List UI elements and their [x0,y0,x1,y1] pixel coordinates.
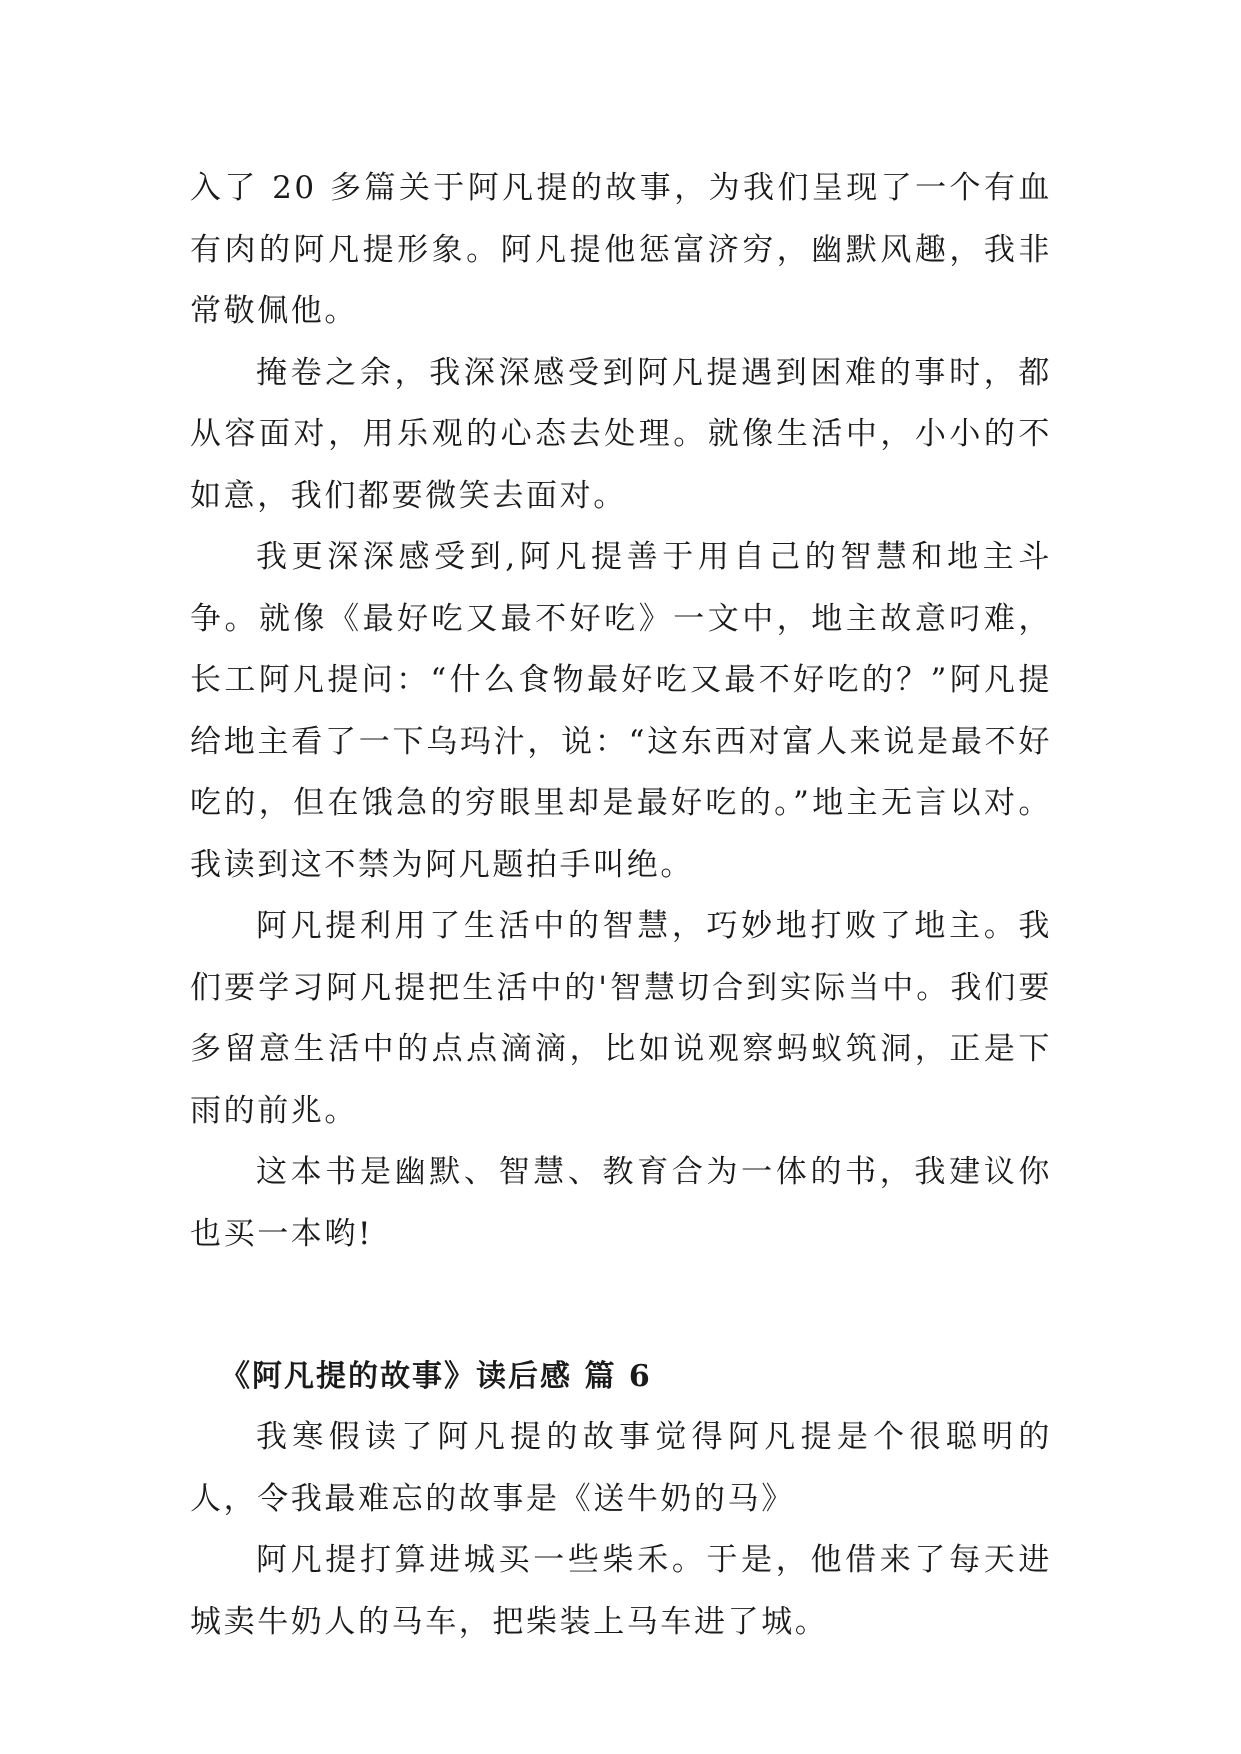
paragraph-1: 入了 20 多篇关于阿凡提的故事，为我们呈现了一个有血有肉的阿凡提形象。阿凡提他惩富济穷，幽默风趣，我非常敬佩他。 [190,170,1052,329]
paragraph-2: 掩卷之余，我深深感受到阿凡提遇到困难的事时，都从容面对，用乐观的心态去处理。就像生活中，小小的不如意，我们都要微笑去面对。 [190,354,1052,514]
paragraph-4: 阿凡提利用了生活中的智慧，巧妙地打败了地主。我们要学习阿凡提把生活中的'智慧切合到实际当中。我们要多留意生活中的点点滴滴，比如说观察蚂蚁筑洞，正是下雨的前兆。 [190,908,1052,1129]
paragraph-7: 阿凡提打算进城买一些柴禾。于是，他借来了每天进城卖牛奶人的马车，把柴装上马车进了城。 [190,1542,1052,1640]
section-title: 《阿凡提的故事》读后感 篇 6 [220,1359,652,1394]
section-spacer [190,1265,1052,1347]
paragraph-6: 我寒假读了阿凡提的故事觉得阿凡提是个很聪明的人，令我最难忘的故事是《送牛奶的马》 [190,1419,1052,1517]
paragraph-3: 我更深深感受到,阿凡提善于用自己的智慧和地主斗争。就像《最好吃又最不好吃》一文中，地主故意叼难，长工阿凡提问：“什么食物最好吃又最不好吃的？”阿凡提给地主看了一下乌玛汁，说：“这东西对富人来说是最不好吃的，但在饿急的穷眼里却是最好吃的。”地主无言以对。我读到这不禁为阿凡题拍手叫绝。 [190,539,1052,883]
paragraph-5: 这本书是幽默、智慧、教育合为一体的书，我建议你也买一本哟! [190,1154,1052,1252]
document-body [190,158,1052,1653]
